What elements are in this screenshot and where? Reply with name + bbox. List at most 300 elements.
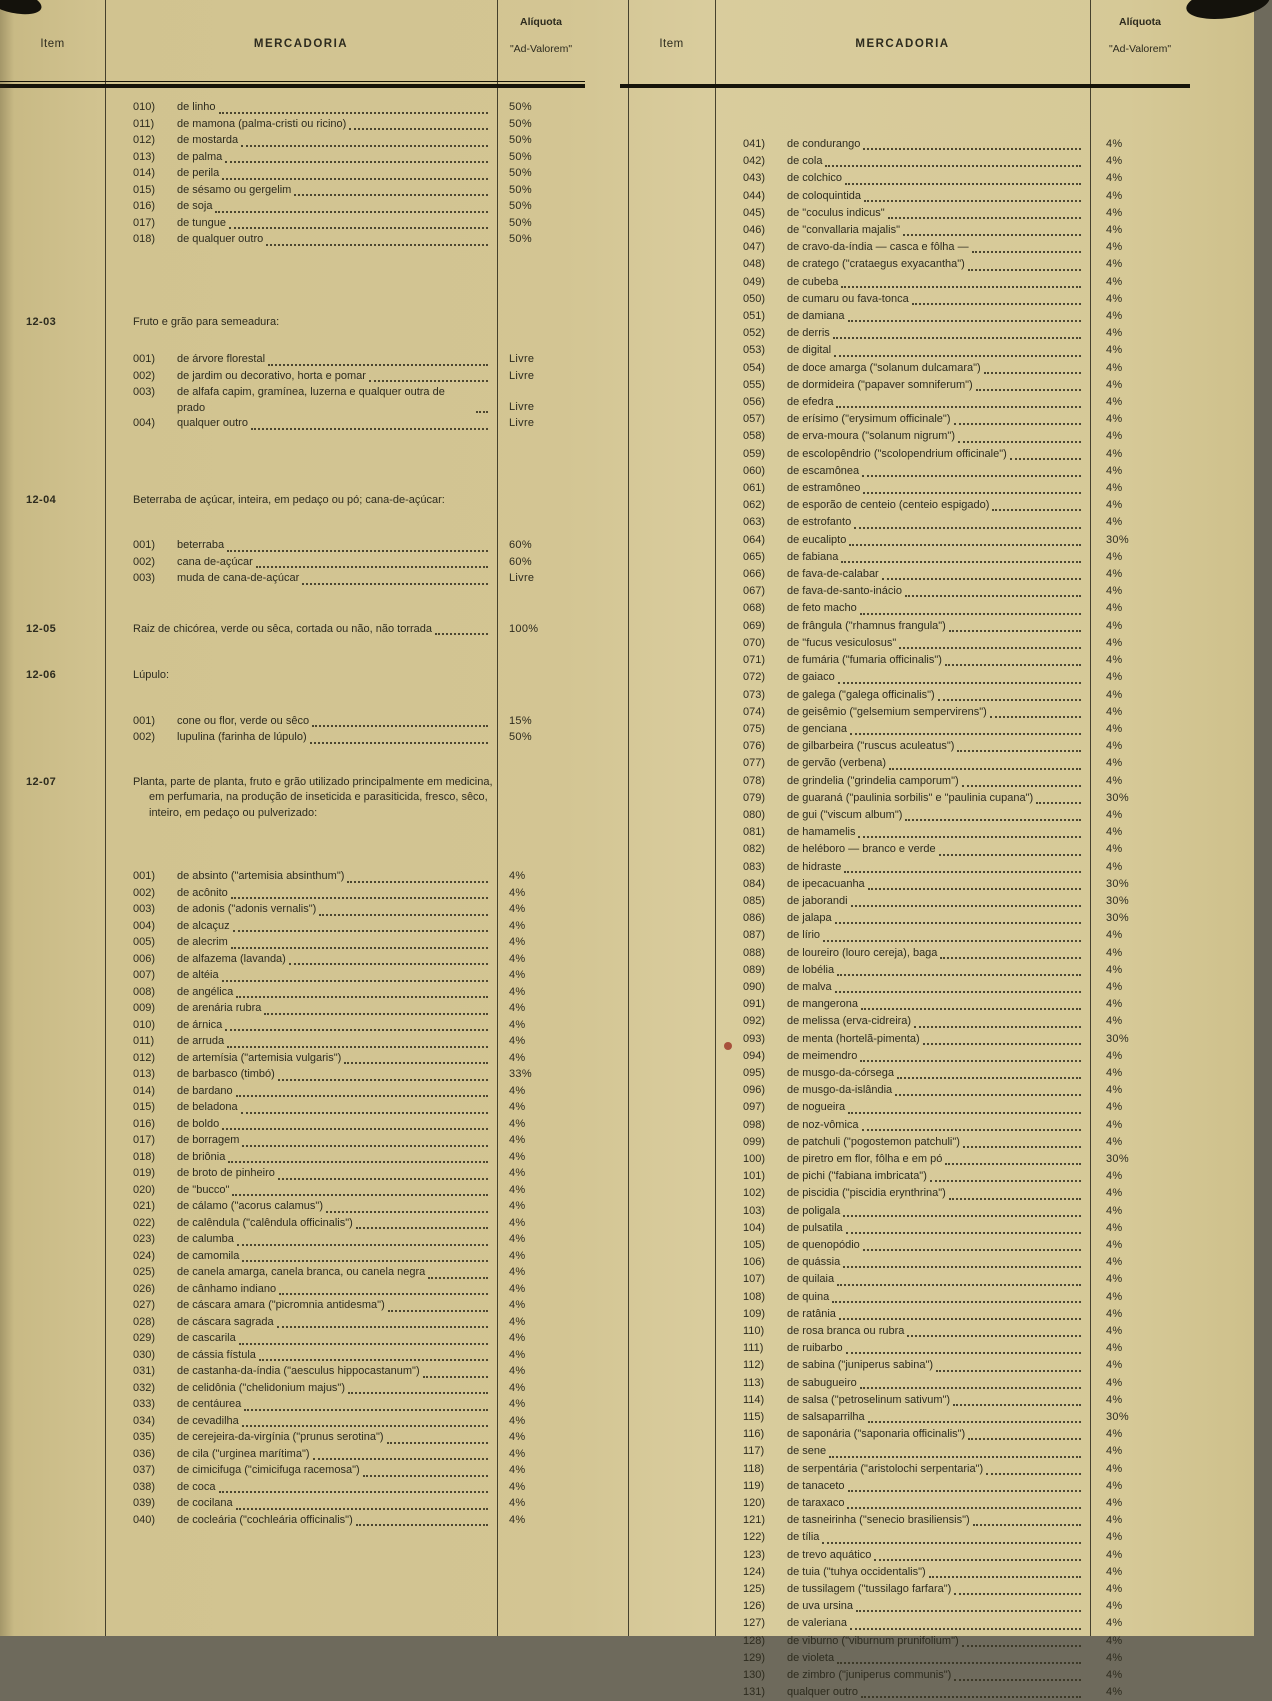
rate-cell: 4%: [509, 1216, 526, 1229]
item-number: 12-05: [26, 622, 57, 635]
rate-cell: 4%: [509, 1150, 526, 1163]
dot-leader: [907, 1323, 1081, 1337]
item-number: [620, 1650, 715, 1667]
table-row: [0, 1414, 585, 1431]
item-number: [620, 635, 715, 652]
rate-cell: 4%: [1106, 980, 1123, 993]
merchandise-description: de cálamo ("acorus calamus"): [177, 1200, 323, 1212]
rate-cell: [497, 775, 585, 822]
merchandise-cell: [715, 773, 1090, 790]
section-row: [0, 622, 585, 639]
rate-cell: 4%: [1106, 155, 1123, 168]
entry-code: 065): [743, 550, 766, 563]
merchandise-cell: [715, 205, 1090, 222]
merchandise-description: de trevo aquático: [787, 1548, 872, 1561]
merchandise-description: de camomila: [177, 1249, 240, 1262]
table-row: [620, 1031, 1190, 1048]
rate-cell: 50%: [509, 183, 532, 196]
item-number: [0, 1051, 105, 1068]
merchandise-cell: [715, 342, 1090, 359]
item-number: [620, 514, 715, 531]
item-number: [620, 1392, 715, 1409]
table-row: [620, 532, 1190, 549]
item-number: [620, 1512, 715, 1529]
item-number: [0, 1447, 105, 1464]
merchandise-description: de serpentária ("aristolochi serpentaria"): [787, 1462, 984, 1475]
column-header: [620, 0, 1190, 88]
merchandise-cell: [715, 1667, 1090, 1684]
table-row: [620, 153, 1190, 170]
merchandise-description: de colchico: [787, 172, 843, 185]
table-row: [0, 919, 585, 936]
table-row: [620, 790, 1190, 807]
rate-cell: 4%: [1106, 1428, 1123, 1441]
merchandise-cell: [715, 893, 1090, 910]
entry-code: 122): [743, 1531, 766, 1544]
rate-cell: 30%: [1106, 533, 1129, 546]
merchandise-cell: [105, 1100, 497, 1117]
entry-code: 048): [743, 258, 766, 271]
merchandise-description: de taraxaco: [787, 1497, 845, 1510]
merchandise-cell: [715, 910, 1090, 927]
merchandise-cell: [715, 446, 1090, 463]
rate-cell: 4%: [509, 936, 526, 948]
table-row: [620, 274, 1190, 291]
dot-leader: [851, 893, 1081, 907]
rate-cell: 4%: [1106, 654, 1123, 667]
table-row: [0, 199, 585, 216]
entry-code: 107): [743, 1273, 766, 1286]
table-row: [620, 549, 1190, 566]
dot-leader: [841, 549, 1081, 563]
dot-leader: [256, 555, 488, 569]
entry-code: 124): [743, 1565, 766, 1578]
item-number: [0, 117, 105, 134]
dot-leader: [854, 514, 1081, 528]
merchandise-description: Lúpulo:: [133, 669, 170, 681]
merchandise-description: de fabiana: [787, 550, 839, 563]
rate-cell: 4%: [1106, 1669, 1123, 1682]
entry-code: 050): [743, 292, 766, 305]
merchandise-cell: [105, 1282, 497, 1299]
entry-code: 094): [743, 1049, 766, 1062]
merchandise-description: de cratego ("crataegus exyacantha"): [787, 258, 965, 271]
table-row: [0, 1183, 585, 1200]
dot-leader: [423, 1364, 488, 1378]
entry-code: 091): [743, 998, 766, 1011]
merchandise-cell: [715, 1271, 1090, 1288]
dot-leader: [954, 411, 1082, 425]
item-number: 12-06: [26, 669, 57, 681]
section-row: [0, 775, 585, 822]
merchandise-cell: [715, 755, 1090, 772]
merchandise-cell: [105, 1232, 497, 1249]
merchandise-description: muda de cana-de-açúcar: [177, 572, 300, 584]
merchandise-cell: [105, 1331, 497, 1348]
merchandise-description: de coloquintida: [787, 189, 862, 202]
table-row: [0, 1018, 585, 1035]
merchandise-description: de galega ("galega officinalis"): [787, 688, 935, 701]
merchandise-description: de dormideira ("papaver somniferum"): [787, 378, 973, 391]
entry-code: 087): [743, 929, 766, 942]
merchandise-cell: [715, 1185, 1090, 1202]
table-row: [620, 239, 1190, 256]
merchandise-description: de derris: [787, 327, 830, 340]
rate-cell: 4%: [509, 886, 526, 899]
rate-cell: 4%: [509, 1200, 526, 1212]
item-number: [620, 859, 715, 876]
merchandise-cell: [715, 1237, 1090, 1254]
rate-cell: 4%: [1106, 1187, 1123, 1200]
dot-leader: [225, 150, 488, 164]
merchandise-description: de ipecacuanha: [787, 877, 865, 890]
dot-leader: [215, 199, 488, 213]
rate-cell: 4%: [509, 1414, 526, 1427]
dot-leader: [976, 377, 1081, 391]
rate-cell: 4%: [509, 1002, 526, 1014]
item-number: [0, 730, 105, 747]
table-row: [0, 117, 585, 134]
rate-cell: 4%: [509, 1233, 526, 1245]
dot-leader: [962, 773, 1081, 787]
table-row: [620, 1512, 1190, 1529]
item-number: [620, 927, 715, 944]
item-number: [620, 1529, 715, 1546]
merchandise-description: de lírio: [787, 929, 821, 942]
table-row: [620, 979, 1190, 996]
dot-leader: [835, 910, 1081, 924]
dot-leader: [344, 1051, 488, 1065]
rate-cell: 4%: [1106, 1307, 1123, 1320]
dot-leader: [225, 1018, 488, 1032]
item-number: [620, 1461, 715, 1478]
rate-cell: 4%: [1106, 172, 1123, 185]
item-number: [0, 199, 105, 216]
rate-cell: 4%: [509, 985, 526, 998]
rate-cell: Livre: [509, 572, 535, 584]
entry-code: 043): [743, 172, 766, 185]
entry-code: 052): [743, 327, 766, 340]
table-row: [620, 945, 1190, 962]
dot-leader: [387, 1430, 488, 1444]
merchandise-cell: [715, 962, 1090, 979]
item-number: [620, 1667, 715, 1684]
merchandise-description: de boldo: [177, 1117, 220, 1130]
merchandise-description: de cola: [787, 155, 823, 168]
dot-leader: [848, 308, 1082, 322]
dot-leader: [850, 1615, 1081, 1629]
rate-cell: Livre: [509, 353, 535, 365]
item-number: [620, 1443, 715, 1460]
rate-cell: [497, 315, 585, 331]
rate-cell: 4%: [1106, 722, 1123, 735]
merchandise-cell: [715, 188, 1090, 205]
merchandise-description: de guaraná ("paulinia sorbilis" e "paulinia cupana"): [787, 791, 1034, 804]
entry-code: 002): [133, 731, 156, 743]
dot-leader: [912, 291, 1081, 305]
merchandise-description: de bardano: [177, 1084, 233, 1097]
rate-cell: 4%: [1106, 1273, 1123, 1286]
header-aliquota-line1: Alíquota: [1119, 16, 1161, 28]
item-number: [620, 807, 715, 824]
item-number: [0, 1232, 105, 1249]
merchandise-cell: [105, 385, 497, 416]
merchandise-cell: [715, 669, 1090, 686]
dot-leader: [264, 1001, 488, 1015]
merchandise-description: de grindelia ("grindelia camporum"): [787, 774, 959, 787]
table-row: [620, 1134, 1190, 1151]
entry-code: 028): [133, 1315, 156, 1328]
item-number: [0, 1298, 105, 1315]
table-row: [0, 571, 585, 588]
dot-leader: [242, 1249, 488, 1263]
table-row: [620, 807, 1190, 824]
item-number: [0, 1496, 105, 1513]
table-row: [0, 1034, 585, 1051]
rate-cell: 4%: [1106, 464, 1123, 477]
dot-leader: [312, 714, 488, 728]
item-number: [620, 1340, 715, 1357]
merchandise-cell: [105, 199, 497, 216]
entry-code: 111): [743, 1342, 764, 1355]
item-number: [620, 1168, 715, 1185]
merchandise-cell: [715, 1117, 1090, 1134]
rate-cell: 4%: [1106, 1290, 1123, 1303]
dot-leader: [949, 618, 1081, 632]
item-number: [0, 150, 105, 167]
dot-leader: [849, 532, 1081, 546]
item-number: [620, 721, 715, 738]
rate-cell: 4%: [1106, 585, 1123, 598]
rate-cell: 4%: [1106, 1359, 1123, 1372]
entry-code: 114): [743, 1393, 765, 1406]
merchandise-cell: [715, 1289, 1090, 1306]
item-number: [620, 1031, 715, 1048]
item-number: [620, 945, 715, 962]
dot-leader: [837, 1271, 1081, 1285]
merchandise-cell: [715, 1082, 1090, 1099]
header-aliquota-line2: "Ad-Valorem": [509, 43, 573, 55]
rate-cell: 50%: [509, 216, 532, 229]
entry-code: 121): [743, 1514, 766, 1527]
merchandise-description: de geisêmio ("gelsemium sempervirens"): [787, 705, 987, 718]
table-row: [0, 1480, 585, 1497]
table-row: [0, 886, 585, 903]
rate-cell: 4%: [509, 1365, 526, 1377]
merchandise-description: de mamona (palma-cristi ou ricino): [177, 117, 347, 130]
rate-cell: 4%: [509, 1299, 526, 1311]
entry-code: 079): [743, 791, 766, 804]
merchandise-description: de fava-de-calabar: [787, 568, 879, 581]
item-number: [0, 869, 105, 886]
merchandise-cell: [105, 1183, 497, 1200]
merchandise-cell: [715, 566, 1090, 583]
dot-leader: [846, 1220, 1081, 1234]
rate-cell: 4%: [1106, 206, 1123, 219]
merchandise-cell: [105, 183, 497, 200]
rate-cell: 4%: [509, 1018, 526, 1031]
entry-code: 047): [743, 241, 766, 254]
merchandise-cell: [105, 919, 497, 936]
merchandise-description: de castanha-da-índia ("aesculus hippocastanum"): [177, 1365, 420, 1377]
dot-leader: [428, 1265, 488, 1279]
rate-cell: 4%: [1106, 241, 1123, 254]
merchandise-description: de tasneirinha ("senecio brasiliensis"): [787, 1514, 970, 1527]
table-row: [620, 170, 1190, 187]
merchandise-description: de condurango: [787, 138, 861, 150]
entry-code: 016): [133, 200, 156, 212]
table-row: [0, 1447, 585, 1464]
merchandise-description: de menta (hortelã-pimenta): [787, 1032, 920, 1045]
table-row: [620, 1667, 1190, 1684]
item-number: [0, 216, 105, 233]
dot-leader: [973, 1512, 1081, 1526]
rate-cell: 4%: [1106, 688, 1123, 701]
item-number: [0, 1216, 105, 1233]
rate-cell: 4%: [1106, 671, 1123, 684]
table-row: [0, 902, 585, 919]
table-row: [620, 893, 1190, 910]
rate-cell: 4%: [1106, 1686, 1123, 1699]
table-row: [620, 704, 1190, 721]
item-number: [620, 1203, 715, 1220]
dot-leader: [222, 968, 488, 982]
entry-code: 035): [133, 1431, 156, 1443]
table-row: [0, 1282, 585, 1299]
item-number: [620, 222, 715, 239]
table-row: [620, 618, 1190, 635]
entry-code: 023): [133, 1233, 156, 1245]
merchandise-cell: [715, 1254, 1090, 1271]
merchandise-cell: [105, 369, 497, 386]
merchandise-description: de escamônea: [787, 464, 860, 477]
merchandise-cell: [105, 775, 497, 822]
merchandise-cell: [105, 668, 497, 684]
dot-leader: [326, 1199, 488, 1213]
dot-leader: [232, 1183, 488, 1197]
table-row: [620, 1478, 1190, 1495]
rate-cell: 4%: [1106, 757, 1123, 770]
merchandise-cell: [715, 532, 1090, 549]
merchandise-cell: [105, 1018, 497, 1035]
item-number: [0, 902, 105, 919]
table-row: [0, 1084, 585, 1101]
rate-cell: 33%: [509, 1068, 532, 1080]
dot-leader: [222, 166, 488, 180]
entry-code: 044): [743, 189, 766, 202]
entry-code: 120): [743, 1497, 766, 1510]
dot-leader: [838, 669, 1081, 683]
merchandise-description: de "bucco": [177, 1183, 230, 1196]
merchandise-description: de gui ("viscum album"): [787, 808, 903, 821]
item-number: [0, 385, 105, 416]
merchandise-description: de quássia: [787, 1256, 841, 1269]
entry-code: 029): [133, 1332, 156, 1344]
rate-cell: 4%: [509, 1035, 526, 1047]
entry-code: 070): [743, 636, 766, 649]
rate-cell: 4%: [1106, 1617, 1123, 1630]
dot-leader: [845, 170, 1081, 184]
rate-cell: 100%: [509, 622, 539, 635]
dot-leader: [241, 1100, 488, 1114]
table-row: [620, 773, 1190, 790]
merchandise-description: de frângula ("rhamnus frangula"): [787, 619, 946, 632]
table-row: [620, 687, 1190, 704]
entry-code: 030): [133, 1348, 156, 1361]
entry-code: 012): [133, 134, 156, 146]
table-row: [620, 1650, 1190, 1667]
merchandise-description: de sabugueiro: [787, 1376, 857, 1389]
item-number: [620, 1237, 715, 1254]
item-number: [0, 968, 105, 985]
dot-leader: [829, 1443, 1081, 1457]
item-number: [620, 360, 715, 377]
entry-code: 108): [743, 1290, 766, 1303]
item-number: [620, 1615, 715, 1632]
item-number: [0, 100, 105, 117]
merchandise-cell: [715, 1013, 1090, 1030]
rate-cell: 4%: [1106, 602, 1123, 615]
item-number: [0, 1364, 105, 1381]
item-number: [620, 532, 715, 549]
table-row: [620, 325, 1190, 342]
table-row: [0, 1133, 585, 1150]
entry-code: 074): [743, 705, 766, 718]
merchandise-description: de fumária ("fumaria officinalis"): [787, 654, 942, 667]
table-row: [620, 600, 1190, 617]
rate-cell: 4%: [509, 870, 526, 882]
entry-code: 003): [133, 572, 156, 584]
table-row: [620, 428, 1190, 445]
rate-cell: 4%: [1106, 705, 1123, 718]
item-number: [0, 1150, 105, 1167]
dot-leader: [968, 1426, 1081, 1440]
item-number: [620, 1547, 715, 1564]
table-row: [620, 514, 1190, 531]
entry-code: 076): [743, 740, 766, 753]
rate-cell: Livre: [509, 400, 535, 413]
item-number: [0, 416, 105, 433]
dot-leader: [435, 622, 488, 636]
table-row: [620, 411, 1190, 428]
entry-code: 003): [133, 386, 156, 398]
merchandise-description: de cravo-da-índia — casca e fôlha —: [787, 241, 969, 254]
merchandise-description: de angélica: [177, 985, 234, 998]
table-row: [620, 1547, 1190, 1564]
item-number: [0, 1265, 105, 1282]
merchandise-description: de ratânia: [787, 1307, 836, 1320]
dot-leader: [1036, 790, 1081, 804]
rate-cell: 4%: [1106, 998, 1123, 1011]
item-number: [0, 1381, 105, 1398]
merchandise-cell: [105, 1298, 497, 1315]
table-row: [0, 1331, 585, 1348]
merchandise-description: de musgo-da-córsega: [787, 1066, 895, 1079]
item-number: [620, 205, 715, 222]
table-row: [0, 1249, 585, 1266]
item-number: [620, 773, 715, 790]
table-row: [0, 385, 585, 416]
dot-leader: [239, 1331, 488, 1345]
merchandise-cell: [105, 886, 497, 903]
merchandise-cell: [105, 150, 497, 167]
rate-cell: 4%: [1106, 963, 1123, 976]
dot-leader: [860, 600, 1081, 614]
entry-code: 117): [743, 1445, 765, 1458]
rate-cell: 4%: [509, 1101, 526, 1113]
merchandise-description: de patchuli ("pogostemon patchuli"): [787, 1135, 960, 1148]
merchandise-cell: [105, 1430, 497, 1447]
